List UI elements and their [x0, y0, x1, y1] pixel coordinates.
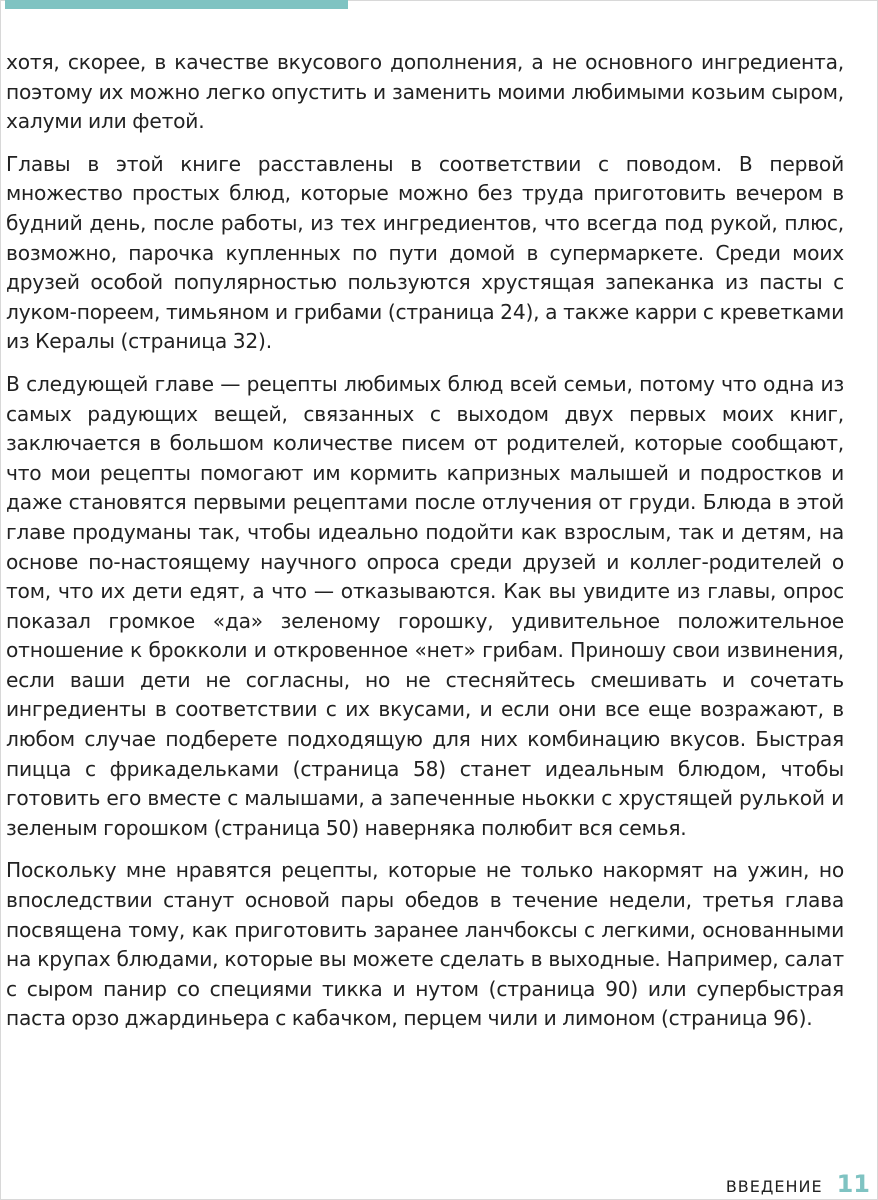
page-footer: [726, 1170, 870, 1198]
paragraph-4: Поскольку мне нравятся рецепты, которые не только накормят на ужин, но впоследствии станут основой пары обедов в течение недели, третья глава посвящена тому, как приготовить заранее ланчбоксы с легкими, основанными на крупах блюдами, которые вы можете сделать в выходные. Например, салат с сыром панир со специями тикка и нутом (страница 90) или супербыстрая паста орзо джардиньера с кабачком, перцем чили и лимоном (страница 96).: [6, 858, 844, 1031]
paragraph-1: хотя, скорее, в качестве вкусового дополнения, а не основного ингредиента, поэтому их можно легко опустить и заменить моими любимыми козьим сыром, халуми или фетой.: [6, 50, 844, 134]
page-number: 11: [836, 1170, 870, 1198]
paragraph-2: Главы в этой книге расставлены в соответствии с поводом. В первой множество простых блюд, которые можно без труда приготовить вечером в будний день, после работы, из тех ингредиентов, что всегда под рукой, плюс, возможно, парочка купленных по пути домой в супермаркете. Среди моих друзей особой популярностью пользуются хрустящая запеканка из пасты с луком-пореем, тимьяном и грибами (страница 24), а также карри с креветками из Кералы (страница 32).: [6, 151, 844, 354]
running-title: ВВЕДЕНИЕ: [725, 1177, 823, 1196]
body-text: [6, 48, 844, 1047]
paragraph-3: В следующей главе — рецепты любимых блюд всей семьи, потому что одна из самых радующих вещей, связанных с выходом двух первых моих книг, заключается в большом количестве писем от родителей, которые сообщают, что мои рецепты помогают им кормить капризных малышей и подростков и даже становятся первыми рецептами после отлучения от груди. Блюда в этой главе продуманы так, чтобы идеально подойти как взрослым, так и детям, на основе по-настоящему научного опроса среди друзей и коллег-родителей о том, что их дети едят, а что — отказываются. Как вы увидите из главы, опрос показал громкое «да» зеленому горошку, удивительное положительное отношение к брокколи и откровенное «нет» грибам. Приношу свои извинения, если ваши дети не согласны, но не стесняйтесь смешивать и сочетать ингредиенты в соответствии с их вкусами, и если они все еще возражают, в любом случае подберете подходящую для них комбинацию вкусов. Быстрая пицца с фрикадельками (страница 58) станет идеальным блюдом, чтобы готовить его вместе с малышами, а запеченные ньокки с хрустящей рулькой и зеленым горошком (страница 50) наверняка полюбит вся семья.: [6, 371, 844, 840]
top-accent-bar: [5, 0, 348, 9]
